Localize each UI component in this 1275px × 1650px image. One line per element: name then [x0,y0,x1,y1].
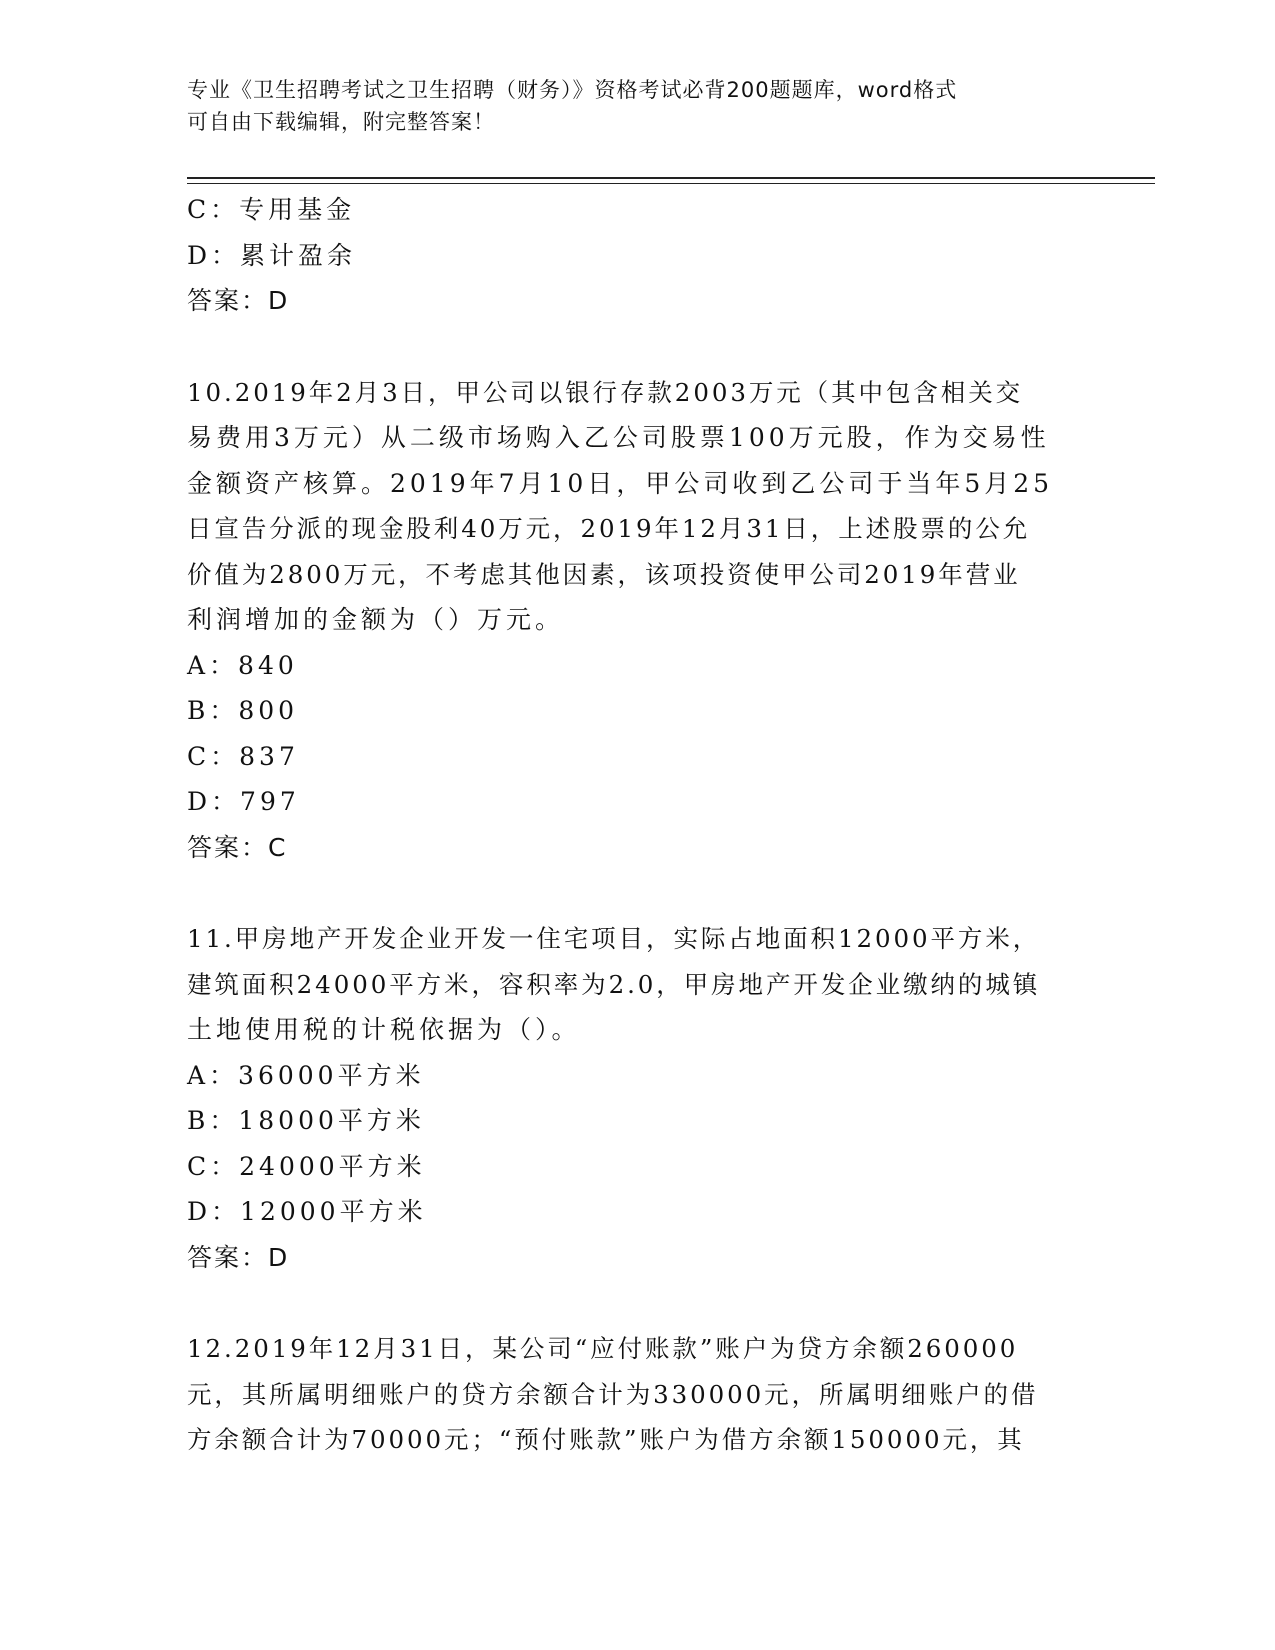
option-c: C：837 [187,741,299,771]
option-a: A：36000平方米 [187,1060,425,1090]
header-line-2: 可自由下载编辑，附完整答案！ [187,110,495,134]
question-10-line: 日宣告分派的现金股利40万元，2019年12月31日，上述股票的公允 [187,514,1031,543]
document-body [187,187,1067,1463]
option-b: B：18000平方米 [187,1106,425,1135]
option-b: B：800 [187,696,299,725]
header-divider-thin [187,183,1155,184]
option-d: D：797 [187,787,300,816]
document-header [187,74,1067,138]
option-c: C：专用基金 [187,195,356,224]
question-12-line: 12.2019年12月31日，某公司“应付账款”账户为贷方余额260000 [187,1334,1019,1363]
question-10-line: 10.2019年2月3日，甲公司以银行存款2003万元（其中包含相关交 [187,377,1024,407]
option-d: D：累计盈余 [187,240,357,270]
answer-line: 答案：C [187,832,288,862]
question-10-line: 金额资产核算。2019年7月10日，甲公司收到乙公司于当年5月25 [187,468,1054,498]
question-12-line: 元，其所属明细账户的贷方余额合计为330000元，所属明细账户的借 [187,1379,1039,1409]
option-a: A：840 [187,650,298,680]
option-d: D：12000平方米 [187,1197,427,1226]
question-10-line: 易费用3万元）从二级市场购入乙公司股票100万元股，作为交易性 [187,423,1050,452]
question-11-line: 11.甲房地产开发企业开发一住宅项目，实际占地面积12000平方米， [187,924,1041,953]
question-11-line: 土地使用税的计税依据为（）。 [187,1015,581,1044]
question-12-line: 方余额合计为70000元；“预付账款”账户为借方余额150000元，其 [187,1425,1025,1454]
question-10-line: 价值为2800万元，不考虑其他因素，该项投资使甲公司2019年营业 [187,559,1021,589]
question-10-line: 利润增加的金额为（）万元。 [187,605,565,634]
answer-line: 答案：D [187,1242,290,1272]
header-divider-thick [187,177,1155,179]
header-line-1: 专业《卫生招聘考试之卫生招聘（财务）》资格考试必背200题题库，word格式 [187,78,958,102]
question-11-line: 建筑面积24000平方米，容积率为2.0，甲房地产开发企业缴纳的城镇 [187,969,1041,999]
answer-line: 答案：D [187,286,290,315]
option-c: C：24000平方米 [187,1151,426,1181]
